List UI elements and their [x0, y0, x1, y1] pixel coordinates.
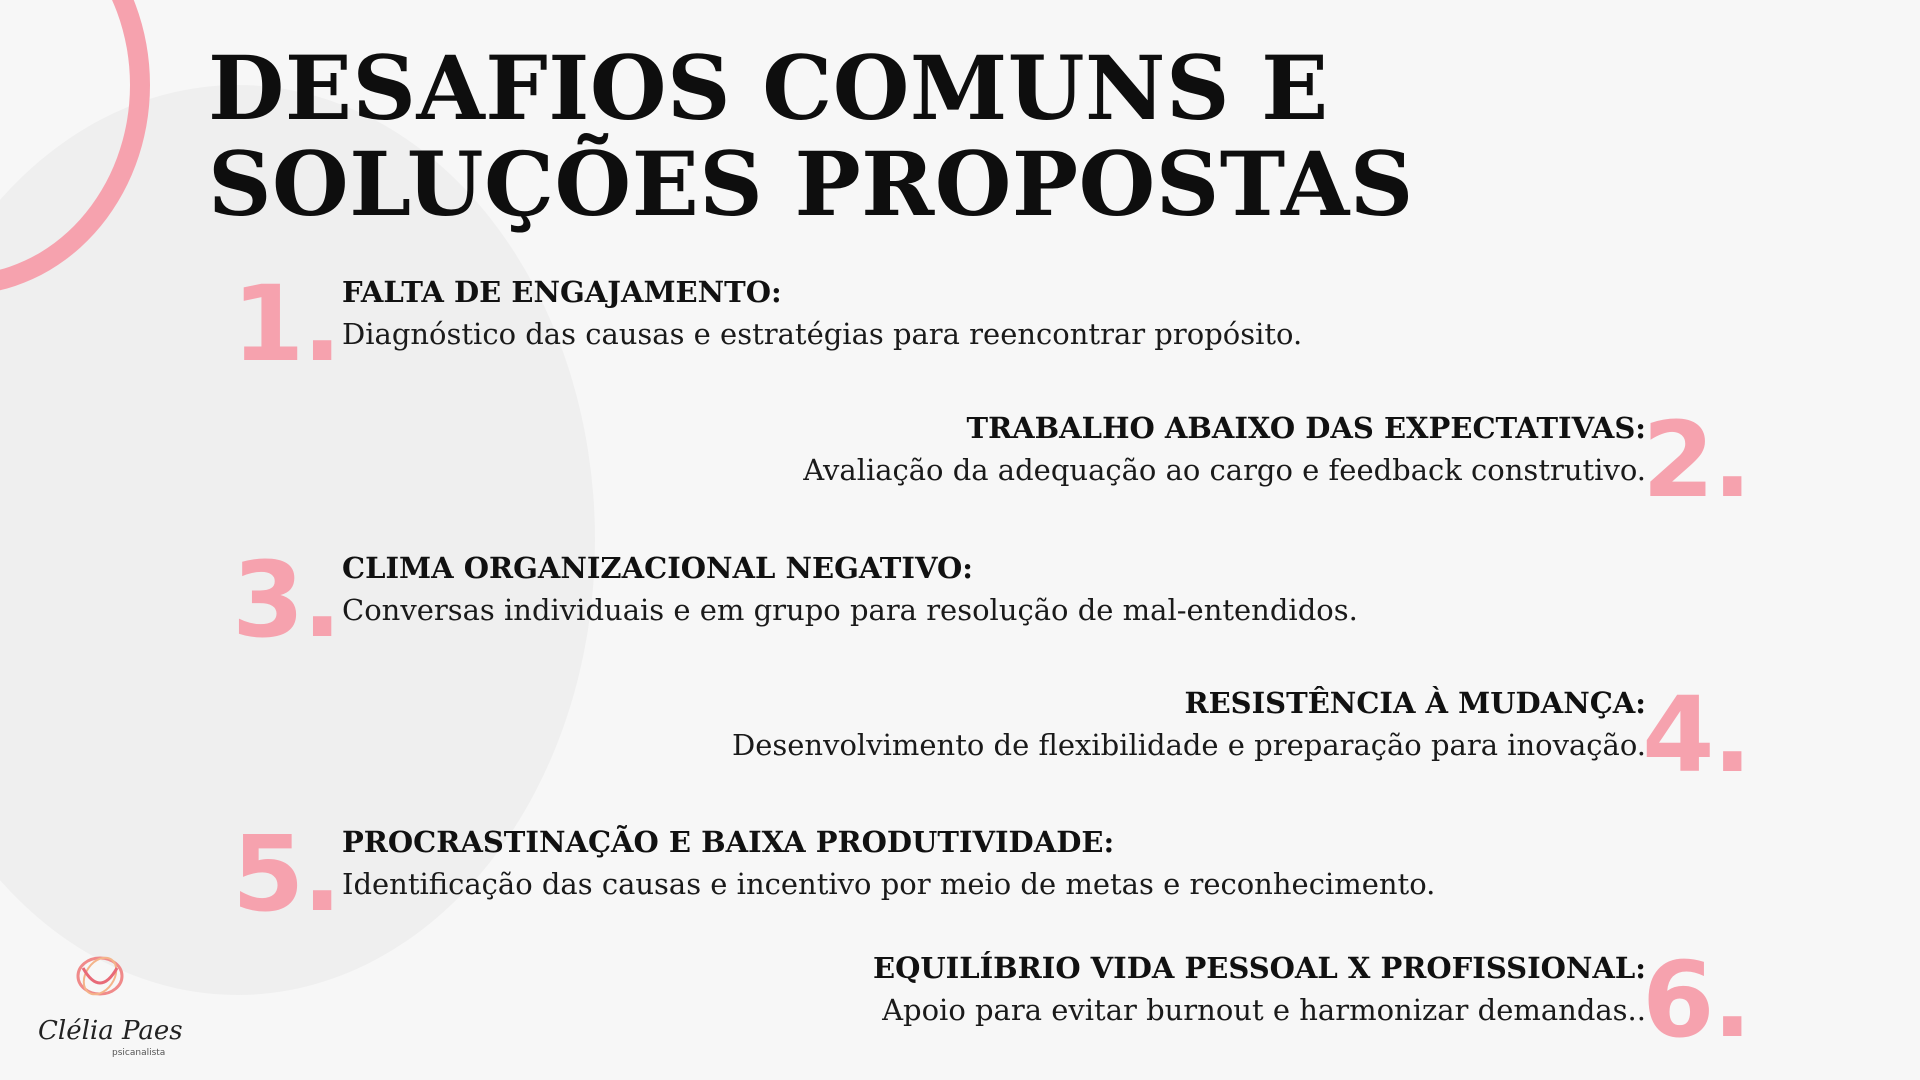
title-line-1: DESAFIOS COMUNS E: [208, 36, 1329, 140]
page-title: [208, 36, 1414, 236]
item-heading: RESISTÊNCIA À MUDANÇA:: [1184, 686, 1646, 720]
item-heading: EQUILÍBRIO VIDA PESSOAL X PROFISSIONAL:: [872, 951, 1646, 985]
logo-name: Clélia Paes: [38, 1016, 183, 1046]
item-description: Apoio para evitar burnout e harmonizar demandas..: [882, 993, 1646, 1027]
item-description: Desenvolvimento de flexibilidade e preparação para inovação.: [731, 728, 1646, 762]
logo-emblem-icon: [65, 950, 135, 1010]
title-line-2: SOLUÇÕES PROPOSTAS: [208, 132, 1414, 236]
item-heading: TRABALHO ABAIXO DAS EXPECTATIVAS:: [966, 411, 1646, 445]
item-heading: PROCRASTINAÇÃO E BAIXA PRODUTIVIDADE:: [342, 825, 1115, 859]
item-number: 6.: [1642, 939, 1750, 1061]
item-heading: CLIMA ORGANIZACIONAL NEGATIVO:: [342, 551, 973, 585]
logo-subtitle: psicanalista: [112, 1048, 166, 1058]
item-description: Avaliação da adequação ao cargo e feedback construtivo.: [803, 453, 1646, 487]
item-number: 1.: [232, 263, 340, 385]
item-number: 5.: [232, 813, 340, 935]
item-description: Diagnóstico das causas e estratégias para reencontrar propósito.: [342, 317, 1303, 351]
brand-logo: [30, 950, 190, 1060]
item-number: 3.: [232, 539, 340, 661]
item-heading: FALTA DE ENGAJAMENTO:: [342, 275, 782, 309]
item-number: 4.: [1642, 674, 1750, 796]
item-description: Identificação das causas e incentivo por meio de metas e reconhecimento.: [342, 867, 1436, 901]
item-number: 2.: [1642, 399, 1750, 521]
item-description: Conversas individuais e em grupo para resolução de mal-entendidos.: [342, 593, 1358, 627]
